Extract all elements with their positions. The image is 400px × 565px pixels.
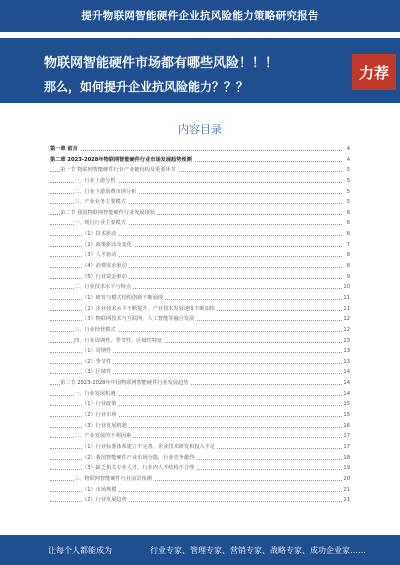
toc-entry-page: 7 — [342, 240, 350, 251]
toc-entry-page: 11 — [342, 293, 350, 304]
toc-entry-text: 二、产业发展的不利因素 — [74, 431, 133, 442]
toc-entry-page: 18 — [342, 453, 350, 464]
toc-entry[interactable] — [50, 389, 350, 400]
toc-entry-page: 6 — [342, 229, 350, 240]
toc-entry-page: 10 — [342, 282, 350, 293]
toc-entry-page: 11 — [342, 304, 350, 315]
toc-entry-page: 17 — [342, 442, 350, 453]
footer-roles: 行业专家、管理专家、营销专家、战略专家、成功企业家…… — [150, 546, 366, 555]
toc-entry-page: 19 — [342, 463, 350, 474]
toc-entry-text: （1）行业政策 — [82, 399, 118, 410]
toc-entry-page: 14 — [342, 378, 350, 389]
toc-entry-text: 一、行业发展机遇 — [74, 389, 118, 400]
toc-entry-text: 第一节 物联网智能硬件行业产业链结构及重要环节 — [60, 165, 178, 176]
toc-entry[interactable] — [50, 453, 350, 464]
table-of-contents — [50, 144, 350, 506]
toc-entry[interactable] — [50, 293, 350, 304]
toc-entry-page: 13 — [342, 357, 350, 368]
footer-slogan: 让每个人都能成为 — [48, 546, 112, 555]
toc-entry-text: （2）季节性 — [82, 357, 113, 368]
toc-entry-text: 二、行业技术水平与特点 — [74, 282, 133, 293]
toc-entry[interactable] — [50, 208, 350, 219]
toc-entry-page: 13 — [342, 346, 350, 357]
toc-entry-page: 5 — [342, 165, 350, 176]
toc-entry-text: （2）行业市场 — [82, 410, 118, 421]
toc-entry-text: 第一章 前言 — [50, 144, 80, 155]
toc-entry-text: 一、现行行业主要模式 — [74, 218, 128, 229]
banner-headline: 物联网智能硬件市场都有哪些风险！！！ — [44, 56, 279, 71]
toc-entry-text: 第二节 我国物联网智能硬件行业发展现状 — [60, 208, 157, 219]
toc-entry[interactable] — [50, 325, 350, 336]
toc-entry-text: 三、物联网智能硬件行业前景预测 — [74, 474, 154, 485]
toc-entry[interactable] — [50, 336, 350, 347]
toc-entry-page: 21 — [342, 495, 350, 506]
toc-entry-page: 14 — [342, 367, 350, 378]
report-title: 提升物联网智能硬件企业抗风险能力策略研究报告 — [81, 10, 319, 22]
toc-entry[interactable] — [50, 240, 350, 251]
toc-entry-text: （3）缺乏相关专业人才，行业内人才结构不合理 — [82, 463, 196, 474]
toc-entry[interactable] — [50, 155, 350, 166]
toc-entry-page: 20 — [342, 474, 350, 485]
header-bar — [0, 0, 400, 32]
toc-entry-page: 13 — [342, 336, 350, 347]
toc-entry-text: （1）市场规模 — [82, 485, 118, 496]
toc-entry-text: （2）我国智能硬件产业市场分散，行业竞争激烈 — [82, 453, 196, 464]
toc-entry[interactable] — [50, 144, 350, 155]
toc-entry[interactable] — [50, 314, 350, 325]
toc-entry-page: 4 — [342, 155, 350, 166]
toc-entry-text: （2）行业发展趋势 — [82, 495, 129, 506]
toc-entry[interactable] — [50, 474, 350, 485]
toc-entry[interactable] — [50, 431, 350, 442]
toc-entry-page: 12 — [342, 314, 350, 325]
footer-bar — [0, 535, 400, 565]
toc-entry[interactable] — [50, 357, 350, 368]
toc-entry-page: 6 — [342, 208, 350, 219]
toc-entry-page: 8 — [342, 261, 350, 272]
dot-leader — [50, 150, 342, 151]
toc-entry[interactable] — [50, 304, 350, 315]
toc-entry[interactable] — [50, 197, 350, 208]
toc-entry-page: 5 — [342, 176, 350, 187]
toc-entry-text: 三、行业经营模式 — [74, 325, 118, 336]
toc-entry[interactable] — [50, 261, 350, 272]
toc-entry[interactable] — [50, 229, 350, 240]
toc-entry-text: （1）技术驱动 — [82, 229, 118, 240]
toc-entry[interactable] — [50, 282, 350, 293]
toc-entry[interactable] — [50, 165, 350, 176]
toc-entry-text: （4）消费需求驱动 — [82, 261, 129, 272]
toc-entry-text: （1）行业标准体系建立不完善，企业技术研发和投入不足 — [82, 442, 217, 453]
toc-entry[interactable] — [50, 410, 350, 421]
toc-entry-page: 9 — [342, 272, 350, 283]
toc-entry[interactable] — [50, 250, 350, 261]
toc-entry-page: 15 — [342, 399, 350, 410]
toc-entry-page: 12 — [342, 325, 350, 336]
toc-entry-text: 第三节 2023-2028年中国物联网智能硬件行业发展趋势 — [60, 378, 191, 389]
toc-entry-page: 4 — [342, 144, 350, 155]
toc-entry-page: 17 — [342, 431, 350, 442]
toc-entry-page: 6 — [342, 218, 350, 229]
toc-entry[interactable] — [50, 272, 350, 283]
toc-entry-text: （2）企业技术水平不断提升，产业技术发展速度不断加快 — [82, 304, 217, 315]
toc-entry-text: 一、行业上游分析 — [74, 176, 118, 187]
toc-entry-text: （2）政策驱动及变化 — [82, 240, 134, 251]
toc-entry[interactable] — [50, 485, 350, 496]
toc-entry-page: 5 — [342, 187, 350, 198]
toc-entry-text: （1）研发与模式结构创新不断涌现 — [82, 293, 165, 304]
toc-entry-text: （1）周期性 — [82, 346, 113, 357]
toc-entry-page: 21 — [342, 485, 350, 496]
banner-subheadline: 那么，如何提升企业抗风险能力？？？ — [44, 80, 249, 94]
toc-entry-text: 四、行业周期性、季节性、区域性特征 — [74, 336, 164, 347]
toc-entry[interactable] — [50, 495, 350, 506]
toc-entry-text: 三、产业业务主要模式 — [74, 197, 128, 208]
toc-entry-page: 8 — [342, 250, 350, 261]
toc-entry-text: （3）区域性 — [82, 367, 113, 378]
toc-entry[interactable] — [50, 367, 350, 378]
toc-entry-text: 第二章 2023-2028年物联网智能硬件行业市场发展趋势预测 — [50, 155, 194, 166]
toc-entry[interactable] — [50, 378, 350, 389]
toc-entry-page: 5 — [342, 197, 350, 208]
toc-entry[interactable] — [50, 421, 350, 432]
toc-entry-page: 15 — [342, 410, 350, 421]
recommend-stamp: 力荐 — [352, 54, 396, 90]
toc-entry-page: 16 — [342, 421, 350, 432]
toc-entry-text: （3）物联网技术与互联网、人工智能等融合发展 — [82, 314, 196, 325]
promo-banner — [0, 38, 400, 103]
toc-entry[interactable] — [50, 346, 350, 357]
toc-entry[interactable] — [50, 442, 350, 453]
toc-entry[interactable] — [50, 463, 350, 474]
toc-title: 内容目录 — [178, 123, 222, 136]
toc-entry[interactable] — [50, 218, 350, 229]
toc-entry-text: （3）行业发展机遇 — [82, 421, 129, 432]
toc-entry-text: （3）人才驱动 — [82, 250, 118, 261]
toc-entry-page: 14 — [342, 389, 350, 400]
toc-entry-text: 二、行业下游消费市场分析 — [74, 187, 138, 198]
toc-entry[interactable] — [50, 187, 350, 198]
toc-entry-text: （5）行业资金驱动 — [82, 272, 129, 283]
toc-entry[interactable] — [50, 399, 350, 410]
toc-entry[interactable] — [50, 176, 350, 187]
